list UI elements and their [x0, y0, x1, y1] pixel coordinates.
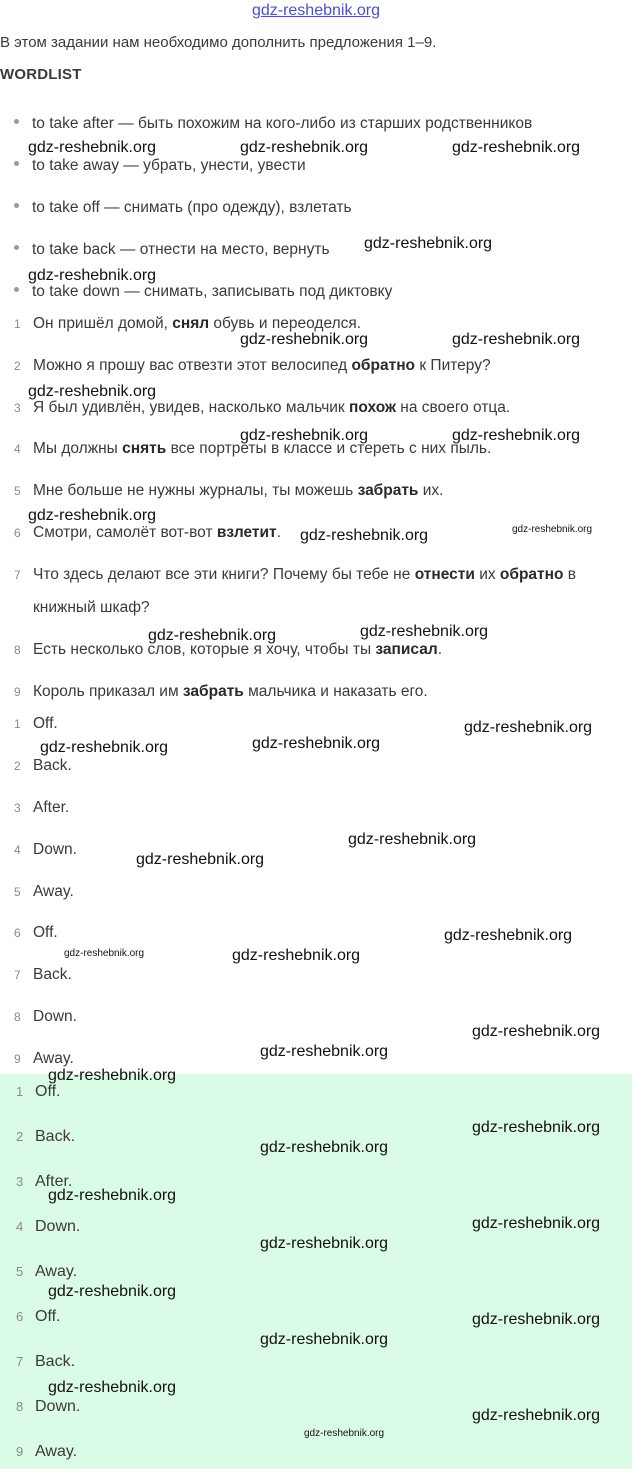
- answer-text: Back.: [33, 966, 72, 983]
- translation-text: .: [276, 524, 281, 541]
- watermark: gdz-reshebnik.org: [40, 739, 169, 756]
- item-number: 5: [14, 484, 21, 498]
- wordlist-item: [14, 241, 330, 259]
- translation-text: Есть несколько слов, которые я хочу, чтобы ты: [33, 641, 376, 658]
- watermark: gdz-reshebnik.org: [512, 524, 593, 535]
- answer-text: Away.: [33, 1050, 74, 1067]
- highlighted-answer-row: [0, 1443, 77, 1461]
- translation-row: [0, 399, 510, 417]
- answer-text: After.: [33, 799, 70, 816]
- item-number: 2: [14, 759, 21, 773]
- watermark: gdz-reshebnik.org: [260, 1331, 389, 1348]
- wordlist-item: [14, 115, 532, 133]
- watermark: gdz-reshebnik.org: [364, 235, 493, 252]
- watermark: gdz-reshebnik.org: [252, 735, 381, 752]
- watermark: gdz-reshebnik.org: [444, 927, 573, 944]
- answer-text: Down.: [33, 1008, 77, 1025]
- translation-text: их.: [418, 482, 444, 499]
- translation-text: Мне больше не нужны журналы, ты можешь: [33, 482, 358, 499]
- wordlist-text: to take after — быть похожим на кого-либо из старших родственников: [32, 115, 533, 132]
- translation-bold: обратно: [499, 566, 564, 583]
- translation-row: [0, 524, 281, 542]
- translation-text: все портреты в классе и стереть с них пыль.: [166, 440, 492, 457]
- translation-text: Смотри, самолёт вот-вот: [33, 524, 217, 541]
- watermark: gdz-reshebnik.org: [28, 507, 157, 524]
- item-number: 6: [16, 1309, 24, 1324]
- item-number: 1: [14, 717, 21, 731]
- translation-text: Я был удивлён, увидев, насколько мальчик: [33, 399, 350, 416]
- watermark: gdz-reshebnik.org: [240, 331, 369, 348]
- watermark: gdz-reshebnik.org: [260, 1043, 389, 1060]
- wordlist-item: [14, 199, 352, 217]
- answer-row: [0, 799, 69, 817]
- answer-row: [0, 1050, 74, 1068]
- watermark: gdz-reshebnik.org: [472, 1407, 601, 1424]
- translation-bold: отнести: [414, 566, 475, 583]
- watermark: gdz-reshebnik.org: [472, 1119, 601, 1136]
- translation-text: Что здесь делают все эти книги? Почему бы тебе не: [33, 566, 415, 583]
- intro-text: В этом задании нам необходимо дополнить предложения 1–9.: [0, 34, 437, 51]
- highlighted-answer-row: [0, 1128, 75, 1146]
- answer-text: Down.: [35, 1398, 81, 1415]
- watermark: gdz-reshebnik.org: [260, 1235, 389, 1252]
- watermark: gdz-reshebnik.org: [472, 1311, 601, 1328]
- bullet-icon: [14, 245, 19, 250]
- answer-text: Back.: [33, 757, 72, 774]
- item-number: 3: [14, 401, 21, 415]
- translation-bold: снять: [122, 440, 167, 457]
- watermark: gdz-reshebnik.org: [452, 331, 581, 348]
- answer-row: [0, 883, 74, 901]
- item-number: 4: [14, 442, 21, 456]
- watermark: gdz-reshebnik.org: [472, 1215, 601, 1232]
- translation-bold: обратно: [351, 357, 416, 374]
- answer-text: Off.: [33, 924, 58, 941]
- answer-row: [0, 715, 58, 733]
- translation-text: .: [437, 641, 443, 658]
- translation-row: [0, 482, 444, 500]
- answer-text: Off.: [35, 1308, 61, 1325]
- answer-row: [0, 924, 58, 942]
- watermark: gdz-reshebnik.org: [240, 427, 369, 444]
- highlighted-answer-row: [0, 1308, 61, 1326]
- bullet-icon: [14, 119, 19, 124]
- watermark: gdz-reshebnik.org: [472, 1023, 601, 1040]
- wordlist-text: to take away — убрать, унести, увести: [32, 157, 306, 174]
- watermark: gdz-reshebnik.org: [360, 623, 489, 640]
- watermark: gdz-reshebnik.org: [48, 1067, 177, 1084]
- item-number: 4: [16, 1219, 24, 1234]
- translation-bold: записал: [375, 641, 438, 658]
- wordlist-item: [14, 157, 306, 175]
- item-number: 9: [16, 1444, 24, 1459]
- item-number: 5: [14, 885, 21, 899]
- wordlist-text: to take down — снимать, записывать под диктовку: [32, 283, 393, 300]
- watermark: gdz-reshebnik.org: [48, 1187, 177, 1204]
- answer-text: After.: [35, 1173, 73, 1190]
- answer-row: [0, 966, 72, 984]
- highlighted-answer-row: [0, 1083, 61, 1101]
- translation-bold: взлетит: [216, 524, 277, 541]
- item-number: 3: [14, 801, 21, 815]
- item-number: 7: [14, 968, 21, 982]
- watermark: gdz-reshebnik.org: [348, 831, 477, 848]
- item-number: 9: [14, 685, 21, 699]
- highlighted-answer-row: [0, 1398, 80, 1416]
- answer-row: [0, 1008, 77, 1026]
- translation-text: Мы должны: [33, 440, 123, 457]
- watermark: gdz-reshebnik.org: [136, 851, 265, 868]
- item-number: 6: [14, 526, 21, 540]
- answer-row: [0, 757, 72, 775]
- translation-text: в: [563, 566, 577, 583]
- translation-text: их: [474, 566, 500, 583]
- watermark: gdz-reshebnik.org: [240, 139, 369, 156]
- translation-bold: забрать: [182, 683, 244, 700]
- bullet-icon: [14, 287, 19, 292]
- watermark: gdz-reshebnik.org: [232, 947, 361, 964]
- wordlist-text: to take off — снимать (про одежду), взлетать: [32, 199, 352, 216]
- watermark: gdz-reshebnik.org: [28, 139, 157, 156]
- translation-text: Можно я прошу вас отвезти этот велосипед: [33, 357, 352, 374]
- watermark: gdz-reshebnik.org: [48, 1283, 177, 1300]
- item-number: 5: [16, 1264, 24, 1279]
- translation-text: к Питеру?: [415, 357, 491, 374]
- wordlist-text: to take back — отнести на место, вернуть: [32, 241, 330, 258]
- answer-text: Back.: [35, 1353, 76, 1370]
- item-number: 3: [16, 1174, 24, 1189]
- translation-bold: забрать: [357, 482, 419, 499]
- watermark: gdz-reshebnik.org: [452, 139, 581, 156]
- answer-text: Away.: [35, 1443, 78, 1460]
- watermark: gdz-reshebnik.org: [148, 627, 277, 644]
- watermark: gdz-reshebnik.org: [48, 1379, 177, 1396]
- item-number: 7: [16, 1354, 24, 1369]
- answer-row: [0, 841, 77, 859]
- watermark: gdz-reshebnik.org: [28, 383, 157, 400]
- wordlist-title: WORDLIST: [0, 66, 82, 83]
- item-number: 8: [16, 1399, 24, 1414]
- item-number: 8: [14, 1010, 21, 1024]
- answer-text: Away.: [35, 1263, 78, 1280]
- item-number: 6: [14, 926, 21, 940]
- watermark: gdz-reshebnik.org: [260, 1139, 389, 1156]
- highlighted-answer-row: [0, 1218, 80, 1236]
- translation-row: [0, 683, 428, 701]
- wordlist-item: [14, 283, 392, 301]
- bullet-icon: [14, 203, 19, 208]
- translation-bold: снял: [172, 315, 210, 332]
- translation-text: обувь и переоделся.: [209, 315, 362, 332]
- item-number: 4: [14, 843, 21, 857]
- answer-text: Down.: [33, 841, 77, 858]
- watermark: gdz-reshebnik.org: [64, 948, 145, 959]
- translation-text: на своего отца.: [395, 399, 511, 416]
- item-number: 2: [16, 1129, 24, 1144]
- answer-text: Off.: [35, 1083, 61, 1100]
- site-link[interactable]: gdz-reshebnik.org: [251, 2, 381, 19]
- translation-bold: похож: [349, 399, 396, 416]
- answer-text: Back.: [35, 1128, 76, 1145]
- item-number: 2: [14, 359, 21, 373]
- translation-row: [0, 566, 576, 584]
- bullet-icon: [14, 161, 19, 166]
- translation-text: Он пришёл домой,: [33, 315, 173, 332]
- item-number: 9: [14, 1052, 21, 1066]
- answer-text: Off.: [33, 715, 58, 732]
- highlighted-answer-row: [0, 1353, 75, 1371]
- watermark: gdz-reshebnik.org: [304, 1428, 385, 1439]
- watermark: gdz-reshebnik.org: [452, 427, 581, 444]
- translation-text: мальчика и наказать его.: [243, 683, 428, 700]
- watermark: gdz-reshebnik.org: [28, 267, 157, 284]
- translation-row: [0, 357, 491, 375]
- translation-text: Король приказал им: [33, 683, 183, 700]
- highlighted-answer-row: [0, 1263, 77, 1281]
- answer-text: Down.: [35, 1218, 81, 1235]
- item-number: 1: [16, 1084, 24, 1099]
- item-number: 8: [14, 643, 21, 657]
- item-number: 7: [14, 568, 21, 582]
- item-number: 1: [14, 317, 21, 331]
- translation-continuation: книжный шкаф?: [33, 599, 150, 616]
- watermark: gdz-reshebnik.org: [300, 527, 429, 544]
- watermark: gdz-reshebnik.org: [464, 719, 593, 736]
- answer-text: Away.: [33, 883, 74, 900]
